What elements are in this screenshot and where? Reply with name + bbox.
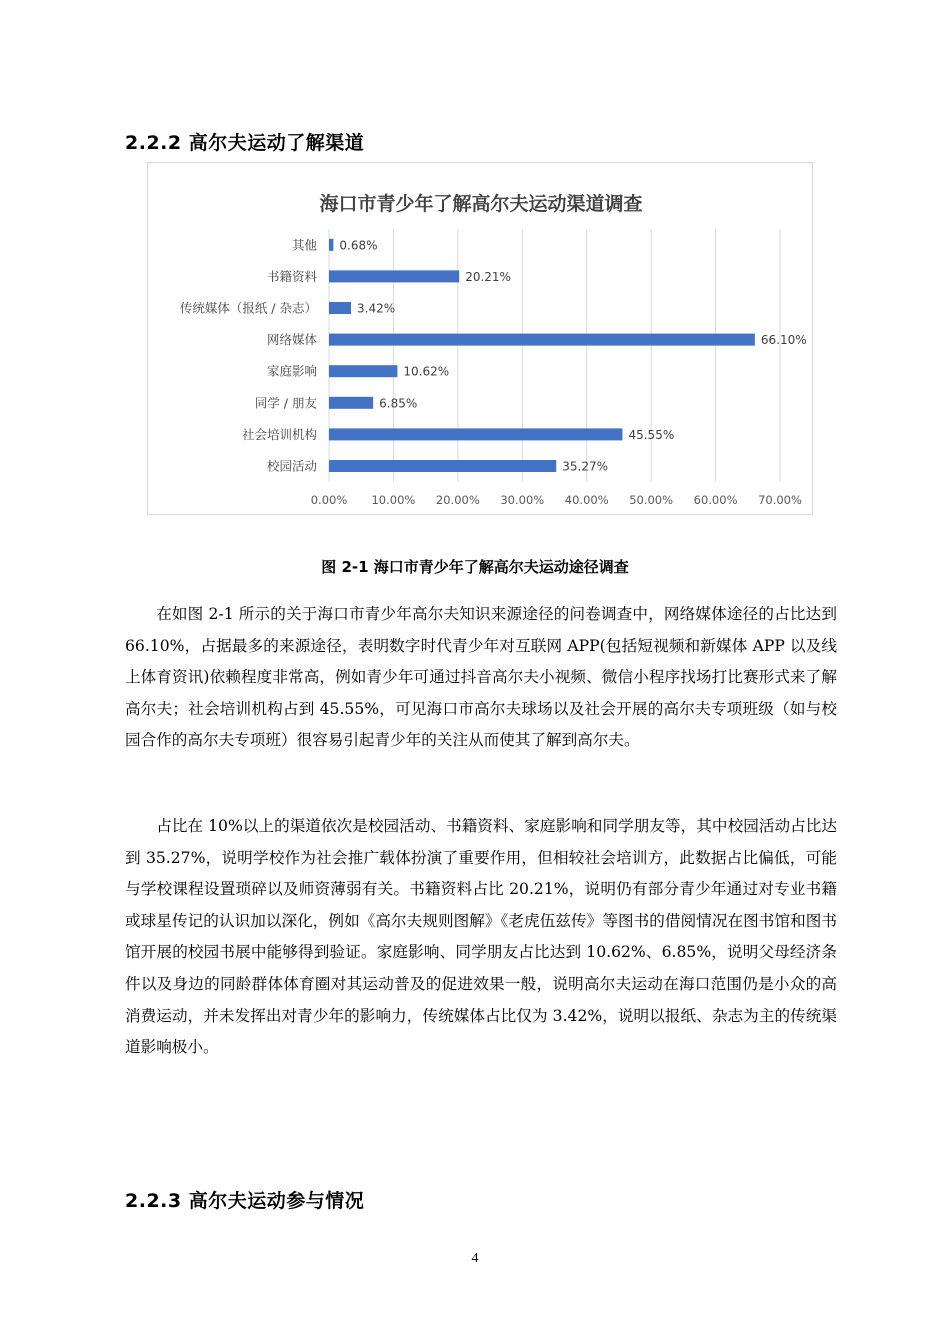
x-tick-label: 40.00% [564, 492, 609, 507]
figure-caption: 图 2-1 海口市青少年了解高尔夫运动途径调查 [321, 558, 629, 576]
bar [329, 270, 459, 282]
paragraph-1: 在如图 2-1 所示的关于海口市青少年高尔夫知识来源途径的问卷调查中，网络媒体途径的占比达到 66.10%，占据最多的来源途径，表明数字时代青少年对互联网 APP(包括短视频和新媒体 APP 以及线上体育资讯)依赖程度非常高，例如青少年可通过抖音高尔夫小视频、微信小程序找场打比赛形式来了解高尔夫；社会培训机构占到 45.55%，可见海口市高尔夫球场以及社会开展的高尔夫专项班级（如与校园合作的高尔夫专项班）很容易引起青少年的关注从而使其了解到高尔夫。 [125, 605, 837, 750]
category-label: 网络媒体 [266, 332, 317, 348]
value-label: 10.62% [403, 364, 450, 379]
value-label: 45.55% [628, 427, 675, 442]
bar [329, 302, 351, 314]
page-number: 4 [471, 1251, 479, 1266]
value-label: 6.85% [379, 396, 418, 411]
value-label: 35.27% [562, 459, 609, 474]
category-label: 同学 / 朋友 [254, 395, 317, 411]
bar [329, 397, 373, 409]
x-tick-label: 30.00% [500, 492, 545, 507]
value-label: 20.21% [465, 269, 511, 284]
category-label: 书籍资料 [266, 268, 317, 284]
x-tick-label: 50.00% [629, 492, 674, 507]
x-tick-label: 0.00% [310, 492, 348, 507]
paragraph-2: 占比在 10%以上的渠道依次是校园活动、书籍资料、家庭影响和同学朋友等，其中校园活动占比达到 35.27%，说明学校作为社会推广载体扮演了重要作用，但相较社会培训方，此数据占比偏低，可能与学校课程设置琐碎以及师资薄弱有关。书籍资料占比 20.21%，说明仍有部分青少年通过对专业书籍或球星传记的认识加以深化，例如《高尔夫规则图解》《老虎伍兹传》等图书的借阅情况在图书馆和图书馆开展的校园书展中能够得到验证。家庭影响、同学朋友占比达到 10.62%、6.85%，说明父母经济条件以及身边的同龄群体体育圈对其运动普及的促进效果一般，说明高尔夫运动在海口范围仍是小众的高消费运动，并未发挥出对青少年的影响力，传统媒体占比仅为 3.42%，说明以报纸、杂志为主的传统渠道影响极小。 [125, 817, 837, 1057]
value-label: 0.68% [339, 238, 378, 253]
x-tick-label: 70.00% [758, 492, 802, 507]
category-label: 传统媒体（报纸 / 杂志） [179, 300, 317, 316]
section-heading-2-2-3: 2.2.3 高尔夫运动参与情况 [125, 1190, 365, 1212]
x-tick-label: 60.00% [693, 492, 738, 507]
category-label: 其他 [291, 237, 317, 253]
category-label: 校园活动 [266, 458, 317, 474]
bar [329, 239, 333, 251]
x-tick-label: 10.00% [371, 492, 416, 507]
x-tick-label: 20.00% [435, 492, 480, 507]
chart-canvas [148, 163, 814, 516]
bar [329, 460, 556, 472]
bar [329, 365, 397, 377]
category-label: 家庭影响 [266, 363, 317, 379]
bar [329, 334, 755, 346]
bar [329, 428, 622, 440]
category-label: 社会培训机构 [241, 426, 317, 442]
section-heading-2-2-2: 2.2.2 高尔夫运动了解渠道 [125, 132, 365, 154]
bar-chart [147, 162, 813, 515]
value-label: 3.42% [357, 301, 396, 316]
value-label: 66.10% [760, 333, 807, 348]
chart-title: 海口市青少年了解高尔夫运动渠道调查 [319, 193, 643, 215]
